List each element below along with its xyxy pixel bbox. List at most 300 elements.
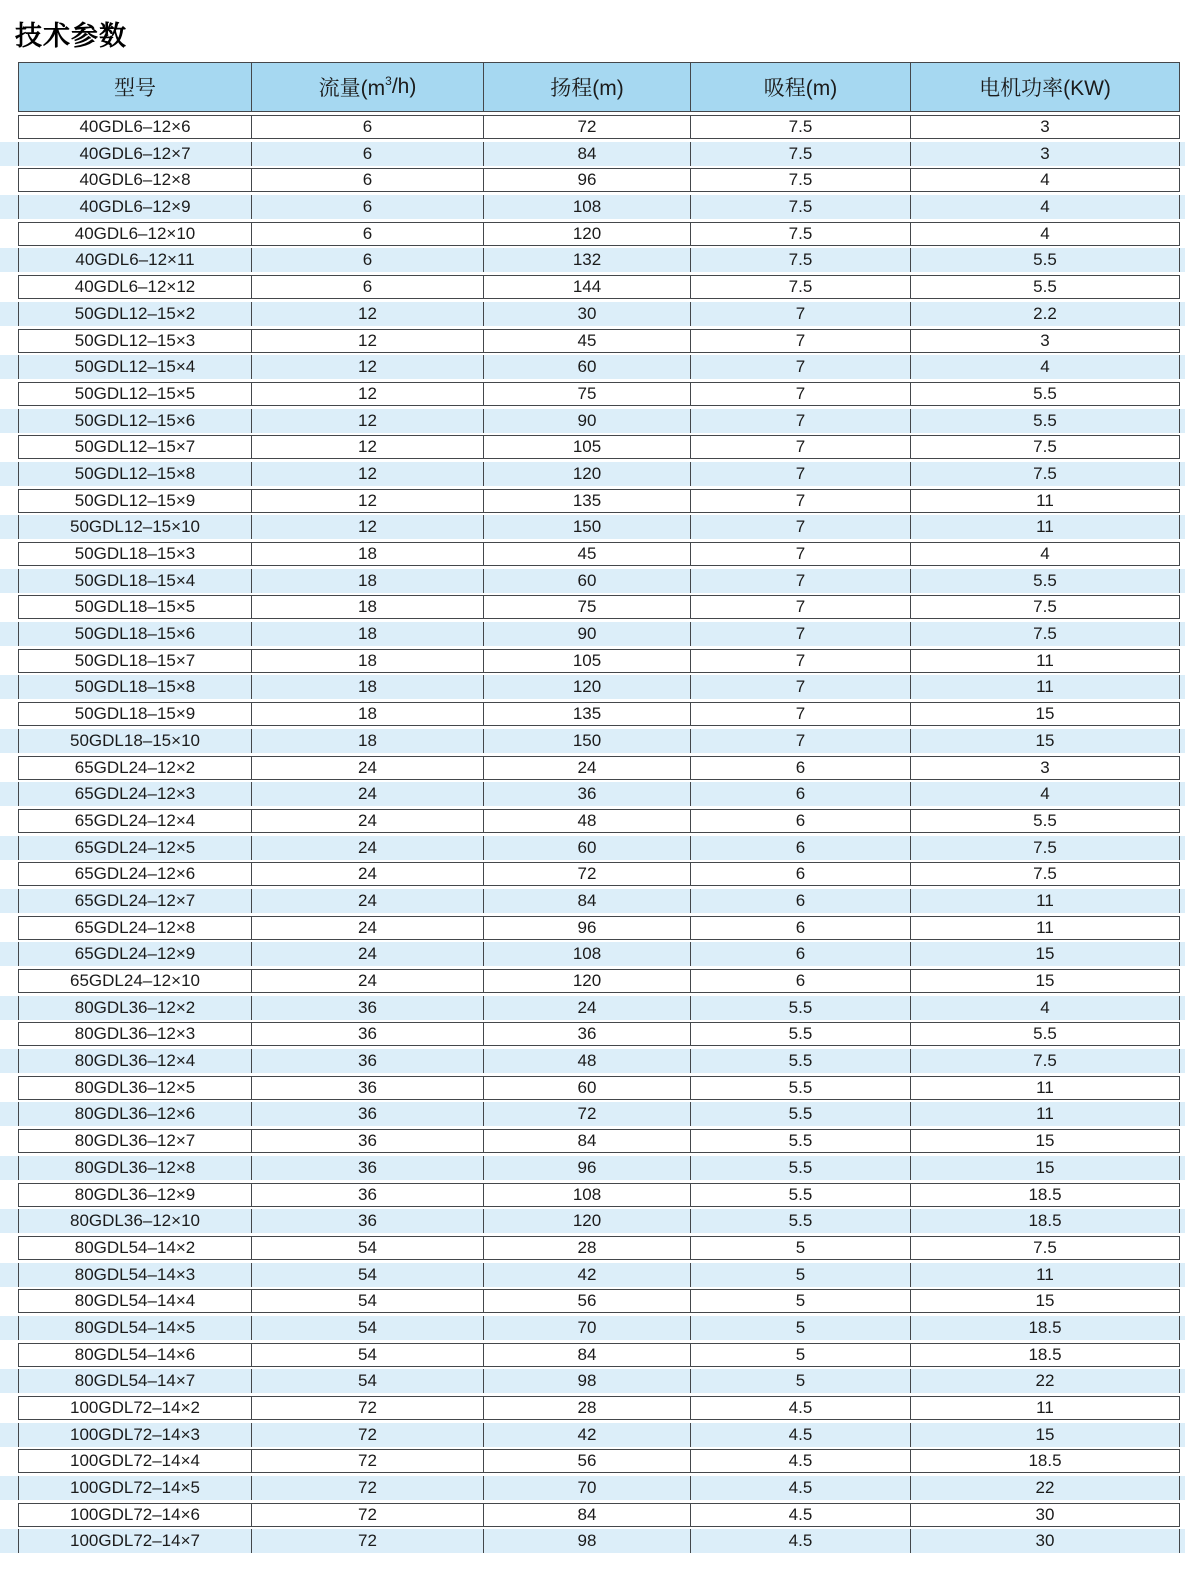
table-row	[0, 675, 1185, 699]
table-row	[0, 1476, 1185, 1500]
cell-suction: 5.5	[691, 1130, 911, 1152]
col-header-flow: 流量(m $^3$ /h)	[252, 63, 484, 111]
cell-head: 60	[484, 1077, 691, 1099]
cell-suction: 4.5	[691, 1529, 911, 1553]
cell-head: 120	[484, 223, 691, 245]
table-row	[0, 329, 1185, 353]
cell-suction: 6	[691, 942, 911, 966]
cell-model: 80GDL36–12×2	[19, 996, 252, 1020]
table-row	[0, 756, 1185, 780]
table-row-cells	[18, 1076, 1180, 1100]
cell-suction: 7	[691, 596, 911, 618]
cell-model: 80GDL36–12×5	[19, 1077, 252, 1099]
cell-flow: 12	[252, 355, 484, 379]
cell-power: 3	[1040, 143, 1050, 163]
cell-power: 7.5	[1033, 837, 1057, 857]
cell-flow: 36	[252, 1049, 484, 1073]
cell-suction: 5.5	[691, 996, 911, 1020]
table-row-cells	[18, 1423, 1180, 1447]
cell-model: 65GDL24–12×9	[19, 942, 252, 966]
cell-head: 132	[484, 248, 691, 272]
cell-suction: 6	[691, 782, 911, 806]
table-row-cells	[18, 1156, 1180, 1180]
cell-head: 70	[484, 1476, 691, 1500]
table-row	[0, 889, 1185, 913]
cell-model: 100GDL72–14×4	[19, 1450, 252, 1472]
cell-flow: 6	[252, 223, 484, 245]
cell-head: 42	[484, 1423, 691, 1447]
cell-suction: 5	[691, 1290, 911, 1312]
table-row-cells	[18, 1049, 1180, 1073]
cell-model: 50GDL12–15×6	[19, 409, 252, 433]
table-row-cells	[18, 1343, 1180, 1367]
cell-suction: 7.5	[691, 223, 911, 245]
cell-suction: 7	[691, 515, 911, 539]
table-row	[0, 1236, 1185, 1260]
table-row	[0, 1183, 1185, 1207]
cell-flow: 36	[252, 1077, 484, 1099]
table-row	[0, 649, 1185, 673]
cell-flow: 24	[252, 863, 484, 885]
cell-head: 75	[484, 383, 691, 405]
cell-flow: 72	[252, 1450, 484, 1472]
cell-flow: 54	[252, 1369, 484, 1393]
cell-power: 15	[1035, 971, 1055, 990]
cell-power: 15	[1035, 1157, 1055, 1177]
cell-suction: 5.5	[691, 1049, 911, 1073]
table-row	[0, 1369, 1185, 1393]
table-row-cells	[18, 115, 1180, 139]
cell-head: 105	[484, 436, 691, 458]
table-row	[0, 595, 1185, 619]
cell-flow: 24	[252, 889, 484, 913]
cell-power: 22	[1035, 1371, 1055, 1391]
cell-head: 105	[484, 650, 691, 672]
table-row	[0, 702, 1185, 726]
cell-model: 40GDL6–12×11	[19, 248, 252, 272]
cell-head: 45	[484, 330, 691, 352]
cell-model: 50GDL12–15×5	[19, 383, 252, 405]
table-row	[0, 222, 1185, 246]
table-row	[0, 382, 1185, 406]
cell-flow: 12	[252, 515, 484, 539]
cell-head: 108	[484, 942, 691, 966]
table-row-cells	[18, 595, 1180, 619]
cell-head: 108	[484, 1184, 691, 1206]
cell-head: 120	[484, 462, 691, 486]
cell-flow: 36	[252, 1023, 484, 1045]
cell-model: 40GDL6–12×9	[19, 195, 252, 219]
cell-suction: 7	[691, 622, 911, 646]
cell-head: 150	[484, 515, 691, 539]
cell-power: 15	[1035, 944, 1055, 964]
table-row-cells	[18, 168, 1180, 192]
table-row-cells	[18, 302, 1180, 326]
table-body	[0, 115, 1200, 1553]
cell-flow: 24	[252, 757, 484, 779]
cell-flow: 36	[252, 996, 484, 1020]
cell-flow: 54	[252, 1237, 484, 1259]
table-row	[0, 1022, 1185, 1046]
cell-model: 80GDL36–12×9	[19, 1184, 252, 1206]
cell-head: 75	[484, 596, 691, 618]
cell-power: 15	[1035, 1424, 1055, 1444]
cell-head: 120	[484, 675, 691, 699]
cell-power: 4	[1040, 197, 1050, 217]
spec-table	[0, 62, 1200, 1556]
cell-model: 65GDL24–12×7	[19, 889, 252, 913]
table-row-cells	[18, 1102, 1180, 1126]
cell-flow: 18	[252, 703, 484, 725]
cell-head: 90	[484, 409, 691, 433]
cell-power: 18.5	[1028, 1317, 1062, 1337]
cell-suction: 7.5	[691, 169, 911, 191]
cell-model: 40GDL6–12×8	[19, 169, 252, 191]
cell-model: 50GDL12–15×2	[19, 302, 252, 326]
cell-suction: 7	[691, 703, 911, 725]
cell-power: 11	[1036, 1398, 1054, 1417]
cell-head: 120	[484, 1209, 691, 1233]
cell-head: 72	[484, 863, 691, 885]
cell-suction: 7	[691, 490, 911, 512]
cell-suction: 7	[691, 729, 911, 753]
cell-model: 100GDL72–14×7	[19, 1529, 252, 1553]
cell-flow: 54	[252, 1344, 484, 1366]
table-row-cells	[18, 489, 1180, 513]
table-row	[0, 862, 1185, 886]
cell-suction: 6	[691, 970, 911, 992]
cell-flow: 24	[252, 942, 484, 966]
table-row-cells	[18, 222, 1180, 246]
table-row-cells	[18, 1369, 1180, 1393]
cell-flow: 6	[252, 116, 484, 138]
table-row-cells	[18, 569, 1180, 593]
cell-flow: 18	[252, 729, 484, 753]
table-row	[0, 969, 1185, 993]
cell-head: 42	[484, 1263, 691, 1287]
cell-model: 50GDL18–15×10	[19, 729, 252, 753]
cell-model: 80GDL54–14×3	[19, 1263, 252, 1287]
table-row	[0, 409, 1185, 433]
cell-model: 80GDL54–14×6	[19, 1344, 252, 1366]
cell-model: 80GDL36–12×4	[19, 1049, 252, 1073]
cell-power: 5.5	[1033, 570, 1057, 590]
cell-power: 15	[1035, 704, 1055, 724]
cell-head: 144	[484, 276, 691, 298]
table-row	[0, 489, 1185, 513]
cell-flow: 6	[252, 248, 484, 272]
cell-power: 18.5	[1028, 1184, 1062, 1204]
cell-suction: 6	[691, 889, 911, 913]
cell-suction: 5	[691, 1237, 911, 1259]
cell-flow: 24	[252, 810, 484, 832]
cell-model: 50GDL18–15×6	[19, 622, 252, 646]
cell-head: 150	[484, 729, 691, 753]
cell-model: 80GDL36–12×8	[19, 1156, 252, 1180]
cell-head: 48	[484, 810, 691, 832]
cell-head: 60	[484, 355, 691, 379]
table-row-cells	[18, 996, 1180, 1020]
cell-power: 11	[1036, 890, 1054, 910]
cell-suction: 7	[691, 330, 911, 352]
cell-power: 7.5	[1033, 437, 1057, 457]
cell-suction: 7	[691, 302, 911, 326]
cell-model: 80GDL36–12×10	[19, 1209, 252, 1233]
cell-head: 24	[484, 757, 691, 779]
table-row-cells	[18, 649, 1180, 673]
cell-model: 65GDL24–12×2	[19, 757, 252, 779]
cell-suction: 5.5	[691, 1023, 911, 1045]
cell-model: 50GDL18–15×9	[19, 703, 252, 725]
cell-flow: 24	[252, 917, 484, 939]
table-row-cells	[18, 248, 1180, 272]
cell-model: 80GDL54–14×7	[19, 1369, 252, 1393]
cell-flow: 72	[252, 1476, 484, 1500]
cell-head: 72	[484, 116, 691, 138]
col-header-power: 电机功率(KW)	[979, 77, 1111, 100]
cell-suction: 5	[691, 1369, 911, 1393]
cell-power: 18.5	[1028, 1344, 1062, 1364]
cell-flow: 12	[252, 383, 484, 405]
table-row	[0, 1076, 1185, 1100]
table-row	[0, 622, 1185, 646]
table-row-cells	[18, 382, 1180, 406]
cell-head: 56	[484, 1450, 691, 1472]
cell-flow: 36	[252, 1102, 484, 1126]
cell-suction: 7	[691, 409, 911, 433]
cell-power: 7.5	[1033, 597, 1057, 617]
cell-power: 5.5	[1033, 810, 1057, 830]
table-row	[0, 1209, 1185, 1233]
cell-suction: 5.5	[691, 1156, 911, 1180]
table-row-cells	[18, 435, 1180, 459]
table-row-cells	[18, 809, 1180, 833]
cell-head: 70	[484, 1316, 691, 1340]
table-row-cells	[18, 1183, 1180, 1207]
cell-power: 11	[1036, 650, 1054, 670]
cell-power: 4	[1040, 357, 1050, 377]
cell-head: 96	[484, 169, 691, 191]
table-row	[0, 115, 1185, 139]
table-row	[0, 916, 1185, 940]
cell-power: 11	[1036, 917, 1054, 937]
table-row-cells	[18, 1129, 1180, 1153]
cell-flow: 18	[252, 596, 484, 618]
table-row	[0, 729, 1185, 753]
cell-power: 4	[1040, 544, 1050, 563]
table-row	[0, 1449, 1185, 1473]
cell-power: 15	[1035, 1291, 1055, 1311]
table-row	[0, 302, 1185, 326]
table-row	[0, 996, 1185, 1020]
table-row	[0, 1396, 1185, 1420]
cell-suction: 7	[691, 569, 911, 593]
cell-suction: 7.5	[691, 142, 911, 166]
cell-suction: 7	[691, 543, 911, 565]
table-row-cells	[18, 462, 1180, 486]
cell-model: 80GDL36–12×3	[19, 1023, 252, 1045]
cell-flow: 36	[252, 1130, 484, 1152]
table-row	[0, 1049, 1185, 1073]
table-row	[0, 515, 1185, 539]
cell-model: 100GDL72–14×3	[19, 1423, 252, 1447]
cell-power: 5.5	[1033, 1024, 1057, 1044]
cell-power: 7.5	[1033, 624, 1057, 644]
table-row-cells	[18, 702, 1180, 726]
cell-model: 65GDL24–12×8	[19, 917, 252, 939]
cell-suction: 7.5	[691, 276, 911, 298]
table-row	[0, 1316, 1185, 1340]
cell-head: 84	[484, 1344, 691, 1366]
table-row	[0, 1102, 1185, 1126]
cell-head: 135	[484, 703, 691, 725]
cell-suction: 4.5	[691, 1423, 911, 1447]
cell-head: 60	[484, 836, 691, 860]
cell-flow: 36	[252, 1209, 484, 1233]
cell-head: 96	[484, 1156, 691, 1180]
cell-suction: 4.5	[691, 1450, 911, 1472]
table-row	[0, 1263, 1185, 1287]
cell-model: 50GDL18–15×7	[19, 650, 252, 672]
cell-flow: 6	[252, 169, 484, 191]
cell-suction: 4.5	[691, 1397, 911, 1419]
cell-model: 50GDL12–15×4	[19, 355, 252, 379]
cell-flow: 12	[252, 409, 484, 433]
cell-model: 65GDL24–12×5	[19, 836, 252, 860]
cell-flow: 18	[252, 543, 484, 565]
table-row-cells	[18, 1529, 1180, 1553]
cell-power: 4	[1040, 223, 1050, 243]
table-row	[0, 1423, 1185, 1447]
cell-suction: 7	[691, 355, 911, 379]
table-row	[0, 1289, 1185, 1313]
cell-power: 5.5	[1033, 277, 1057, 297]
cell-flow: 12	[252, 462, 484, 486]
cell-flow: 54	[252, 1290, 484, 1312]
table-header-row	[18, 62, 1180, 112]
cell-model: 100GDL72–14×6	[19, 1504, 252, 1526]
cell-model: 50GDL12–15×7	[19, 436, 252, 458]
cell-power: 3	[1040, 330, 1050, 350]
cell-flow: 12	[252, 302, 484, 326]
cell-model: 65GDL24–12×6	[19, 863, 252, 885]
cell-head: 98	[484, 1369, 691, 1393]
cell-model: 40GDL6–12×6	[19, 116, 252, 138]
cell-suction: 6	[691, 917, 911, 939]
table-row-cells	[18, 916, 1180, 940]
table-row-cells	[18, 1022, 1180, 1046]
cell-power: 5.5	[1033, 250, 1057, 270]
cell-power: 7.5	[1033, 1237, 1057, 1257]
cell-model: 65GDL24–12×3	[19, 782, 252, 806]
cell-power: 4	[1040, 170, 1050, 190]
cell-model: 50GDL18–15×3	[19, 543, 252, 565]
table-row-cells	[18, 1289, 1180, 1313]
cell-head: 45	[484, 543, 691, 565]
cell-flow: 6	[252, 142, 484, 166]
cell-flow: 54	[252, 1263, 484, 1287]
table-row	[0, 1503, 1185, 1527]
table-row	[0, 275, 1185, 299]
cell-power: 18.5	[1028, 1211, 1062, 1231]
cell-power: 22	[1035, 1478, 1055, 1498]
cell-head: 28	[484, 1237, 691, 1259]
table-row-cells	[18, 542, 1180, 566]
cell-head: 36	[484, 1023, 691, 1045]
cell-power: 11	[1036, 677, 1054, 697]
page-title: 技术参数	[15, 21, 127, 51]
table-row-cells	[18, 142, 1180, 166]
cell-head: 84	[484, 1130, 691, 1152]
cell-power: 3	[1040, 117, 1050, 136]
cell-suction: 6	[691, 836, 911, 860]
cell-model: 65GDL24–12×10	[19, 970, 252, 992]
cell-head: 56	[484, 1290, 691, 1312]
cell-suction: 5.5	[691, 1184, 911, 1206]
table-row-cells	[18, 729, 1180, 753]
cell-power: 11	[1036, 517, 1054, 537]
cell-head: 60	[484, 569, 691, 593]
table-row-cells	[18, 195, 1180, 219]
cell-flow: 24	[252, 836, 484, 860]
table-row	[0, 1156, 1185, 1180]
cell-suction: 5.5	[691, 1102, 911, 1126]
cell-power: 4	[1040, 997, 1050, 1017]
cell-flow: 6	[252, 276, 484, 298]
cell-model: 65GDL24–12×4	[19, 810, 252, 832]
cell-head: 24	[484, 996, 691, 1020]
cell-suction: 6	[691, 757, 911, 779]
cell-suction: 5	[691, 1263, 911, 1287]
cell-power: 11	[1036, 1077, 1054, 1097]
cell-model: 50GDL18–15×4	[19, 569, 252, 593]
cell-head: 28	[484, 1397, 691, 1419]
cell-suction: 4.5	[691, 1476, 911, 1500]
cell-suction: 5.5	[691, 1209, 911, 1233]
col-header-head: 扬程(m)	[484, 63, 691, 111]
cell-head: 135	[484, 490, 691, 512]
cell-head: 48	[484, 1049, 691, 1073]
table-row-cells	[18, 675, 1180, 699]
cell-flow: 36	[252, 1156, 484, 1180]
table-row	[0, 355, 1185, 379]
cell-suction: 7.5	[691, 195, 911, 219]
cell-power: 30	[1035, 1531, 1055, 1551]
cell-head: 30	[484, 302, 691, 326]
cell-power: 11	[1036, 1104, 1054, 1124]
cell-suction: 7	[691, 675, 911, 699]
table-row-cells	[18, 756, 1180, 780]
cell-flow: 12	[252, 490, 484, 512]
cell-suction: 4.5	[691, 1504, 911, 1526]
cell-power: 15	[1035, 1131, 1055, 1151]
table-row	[0, 1343, 1185, 1367]
cell-flow: 12	[252, 436, 484, 458]
cell-model: 80GDL54–14×5	[19, 1316, 252, 1340]
cell-model: 50GDL12–15×8	[19, 462, 252, 486]
table-row	[0, 782, 1185, 806]
table-row-cells	[18, 1236, 1180, 1260]
cell-model: 40GDL6–12×10	[19, 223, 252, 245]
cell-suction: 5.5	[691, 1077, 911, 1099]
cell-model: 80GDL36–12×7	[19, 1130, 252, 1152]
cell-flow: 72	[252, 1529, 484, 1553]
table-row-cells	[18, 409, 1180, 433]
table-row	[0, 142, 1185, 166]
cell-power: 4	[1040, 784, 1050, 804]
cell-head: 120	[484, 970, 691, 992]
cell-power: 7.5	[1033, 1051, 1057, 1071]
